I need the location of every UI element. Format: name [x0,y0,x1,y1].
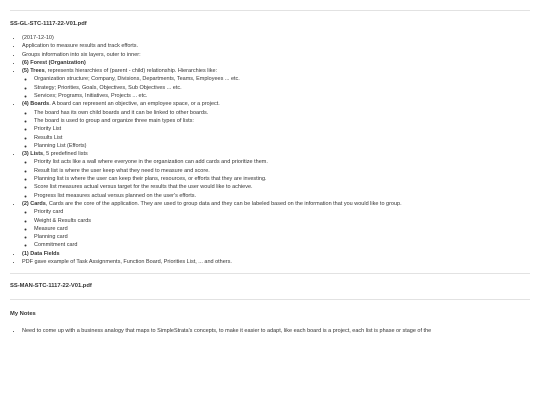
boards-text: . A board can represent an objective, an employee space, or a project. [49,101,220,108]
notes-item: Need to come up with a business analogy that maps to SimpleStrata's concepts, to make it easier to adapt, like each board is a project, each list is phase or stage of the [22,328,432,335]
list-item [22,327,530,335]
list-item [34,241,530,249]
list-item [34,233,530,241]
boards-item: The board has its own child boards and it can be linked to other boards. [34,109,209,116]
list-item [22,51,530,59]
cards-item: Commitment card [34,242,78,249]
list-item [34,183,530,191]
doc2-title: SS-MAN-STC-1117-22-V01.pdf [10,283,92,290]
fields-label: (1) Data Fields [22,250,60,257]
list-item [22,258,530,266]
cards-label: (2) Cards [22,200,46,207]
list-item [34,84,530,92]
list-item [22,42,530,50]
cards-item: Priority card [34,209,64,216]
cards-sublist [22,208,530,249]
list-item [22,34,530,42]
list-item [22,250,530,258]
boards-item: The board is used to group and organize three main types of lists: [34,117,194,124]
lists-item: Planning list is where the user can keep their plans, resources, or efforts that they are investing. [34,176,267,183]
lists-item: Score list measures actual versus target for the results that the user would like to achieve. [34,184,253,191]
list-item [34,109,530,117]
boards-label: (4) Boards [22,101,50,108]
divider [10,10,530,11]
notes-title: My Notes [10,311,36,318]
list-item [34,92,530,100]
trees-item: Strategy; Priorities, Goals, Objectives, Sub Objectives ... etc. [34,84,182,91]
trees-label: (5) Trees [22,68,45,75]
doc1-title: SS-GL-STC-1117-22-V01.pdf [10,21,87,27]
divider [10,299,530,300]
trees-text: , represents hierarchies of (parent - child) relationship. Hierarchies like: [44,68,218,75]
doc1-summary-list [10,34,530,266]
lists-label: (3) Lists [22,151,44,158]
lists-text: , 5 predefined lists [43,151,88,158]
list-item [34,167,530,175]
document-page [10,0,530,336]
list-item [34,117,530,125]
list-item [22,100,530,150]
list-item [34,192,530,200]
trees-sublist [22,75,530,100]
divider [10,273,530,274]
doc1-date: (2017-12-10) [22,35,54,41]
cards-item: Measure card [34,225,68,232]
list-item [34,208,530,216]
forest-label: (6) Forest (Organization) [22,59,86,66]
list-item [34,225,530,233]
cards-item: Weight & Results cards [34,217,92,224]
doc1-intro1: Application to measure results and track efforts. [22,43,139,50]
list-item [22,200,530,250]
list-item [34,175,530,183]
list-item [34,134,530,142]
doc1-intro2: Groups information into six layers, outer to inner: [22,51,141,58]
pdf-note: PDF gave example of Task Assignments, Function Board, Priorities List, ... and others. [22,259,232,266]
notes-list [10,327,530,335]
lists-item: Result list is where the user keep what they need to measure and score. [34,167,210,174]
list-item [22,59,530,67]
list-item [22,67,530,100]
cards-item: Planning card [34,234,68,241]
lists-item: Progress list measures actual versus planned on the user's efforts. [34,192,197,199]
list-item [34,75,530,83]
list-item [34,217,530,225]
lists-item: Priority list acts like a wall where everyone in the organization can add cards and prioritize them. [34,159,268,166]
cards-text: , Cards are the core of the application. They are used to group data and they can be labeled based on the information that you would like to group. [45,200,402,207]
list-item [34,142,530,150]
trees-item: Organization structure; Company, Divisions, Departments, Teams, Employees ... etc. [34,76,240,83]
list-item [22,150,530,200]
list-item [34,158,530,166]
boards-sublist [22,109,530,150]
boards-item: Results List [34,134,63,141]
trees-item: Services; Programs, Initiatives, Projects ... etc. [34,93,148,100]
boards-item: Planning List (Efforts) [34,142,87,149]
list-item [34,125,530,133]
boards-item: Priority List [34,126,62,133]
lists-sublist [22,158,530,199]
